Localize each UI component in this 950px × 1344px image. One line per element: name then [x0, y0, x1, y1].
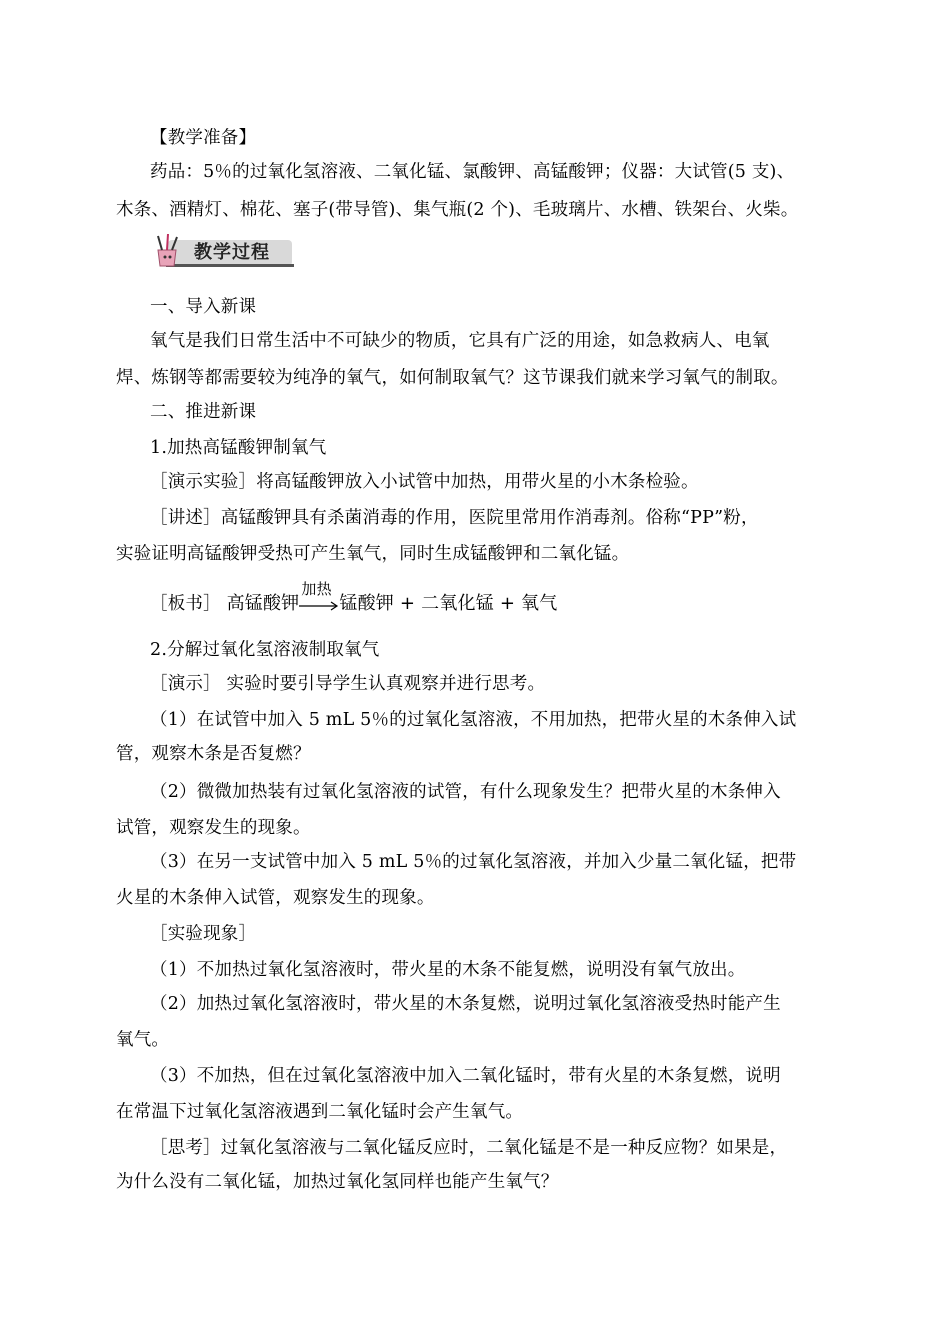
section-badge-label: 教学过程	[194, 242, 270, 263]
phenomenon-2-line-2: 氧气。	[116, 1030, 170, 1050]
step3-line-2: 火星的木条伸入试管，观察发生的现象。	[116, 888, 435, 908]
phenomenon-1: （1）不加热过氧化氢溶液时，带火星的木条不能复燃，说明没有氧气放出。	[150, 960, 746, 980]
equation-reactant: 高锰酸钾	[226, 593, 300, 614]
equation-products: 锰酸钾 + 二氧化锰 + 氧气	[339, 593, 558, 614]
step2-line-2: 试管，观察发生的现象。	[116, 818, 311, 838]
phenomenon-2-line-1: （2）加热过氧化氢溶液时，带火星的木条复燃，说明过氧化氢溶液受热时能产生	[150, 994, 781, 1014]
board-equation	[150, 579, 840, 616]
part1-lecture-line-2: 实验证明高锰酸钾受热可产生氧气，同时生成锰酸钾和二氧化锰。	[116, 544, 630, 564]
part1-lecture-line-1: ［讲述］高锰酸钾具有杀菌消毒的作用，医院里常用作消毒剂。俗称“PP”粉，	[150, 508, 759, 528]
prep-line-2: 木条、酒精灯、棉花、塞子(带导管)、集气瓶(2 个)、毛玻璃片、水槽、铁架台、火柴。	[116, 200, 799, 220]
phenomenon-3-line-1: （3）不加热，但在过氧化氢溶液中加入二氧化锰时，带有火星的木条复燃，说明	[150, 1066, 781, 1086]
section-badge	[148, 232, 298, 270]
think-line-1: ［思考］过氧化氢溶液与二氧化锰反应时，二氧化锰是不是一种反应物？如果是，	[150, 1138, 788, 1158]
step3-line-1: （3）在另一支试管中加入 5 mL 5％的过氧化氢溶液，并加入少量二氧化锰，把带	[150, 852, 797, 872]
phenomena-heading: ［实验现象］	[150, 924, 257, 944]
step2-line-1: （2）微微加热装有过氧化氢溶液的试管，有什么现象发生？把带火星的木条伸入	[150, 782, 781, 802]
part1-title: 1.加热高锰酸钾制氧气	[150, 438, 327, 458]
new-lesson-heading: 二、推进新课	[150, 402, 257, 422]
prep-heading: 【教学准备】	[150, 128, 257, 148]
step1-line-1: （1）在试管中加入 5 mL 5％的过氧化氢溶液，不用加热，把带火星的木条伸入试	[150, 710, 797, 730]
reaction-condition: 加热	[301, 579, 332, 598]
part2-title: 2.分解过氧化氢溶液制取氧气	[150, 640, 380, 660]
think-line-2: 为什么没有二氧化锰，加热过氧化氢同样也能产生氧气？	[116, 1172, 559, 1192]
phenomenon-3-line-2: 在常温下过氧化氢溶液遇到二氧化锰时会产生氧气。	[116, 1102, 524, 1122]
step1-line-2: 管，观察木条是否复燃？	[116, 744, 311, 764]
reaction-arrow	[299, 579, 339, 615]
prep-line-1: 药品：5％的过氧化氢溶液、二氧化锰、氯酸钾、高锰酸钾；仪器：大试管(5 支)、	[150, 162, 795, 182]
intro-para-line-2: 焊、炼钢等都需要较为纯净的氧气，如何制取氧气？这节课我们就来学习氧气的制取。	[116, 368, 789, 388]
part2-demo: ［演示］ 实验时要引导学生认真观察并进行思考。	[150, 674, 546, 694]
intro-heading: 一、导入新课	[150, 297, 257, 317]
board-label: ［板书］	[150, 594, 221, 614]
part1-demo: ［演示实验］将高锰酸钾放入小试管中加热，用带火星的小木条检验。	[150, 472, 699, 492]
intro-para-line-1: 氧气是我们日常生活中不可缺少的物质，它具有广泛的用途，如急救病人、电氧	[150, 331, 770, 351]
